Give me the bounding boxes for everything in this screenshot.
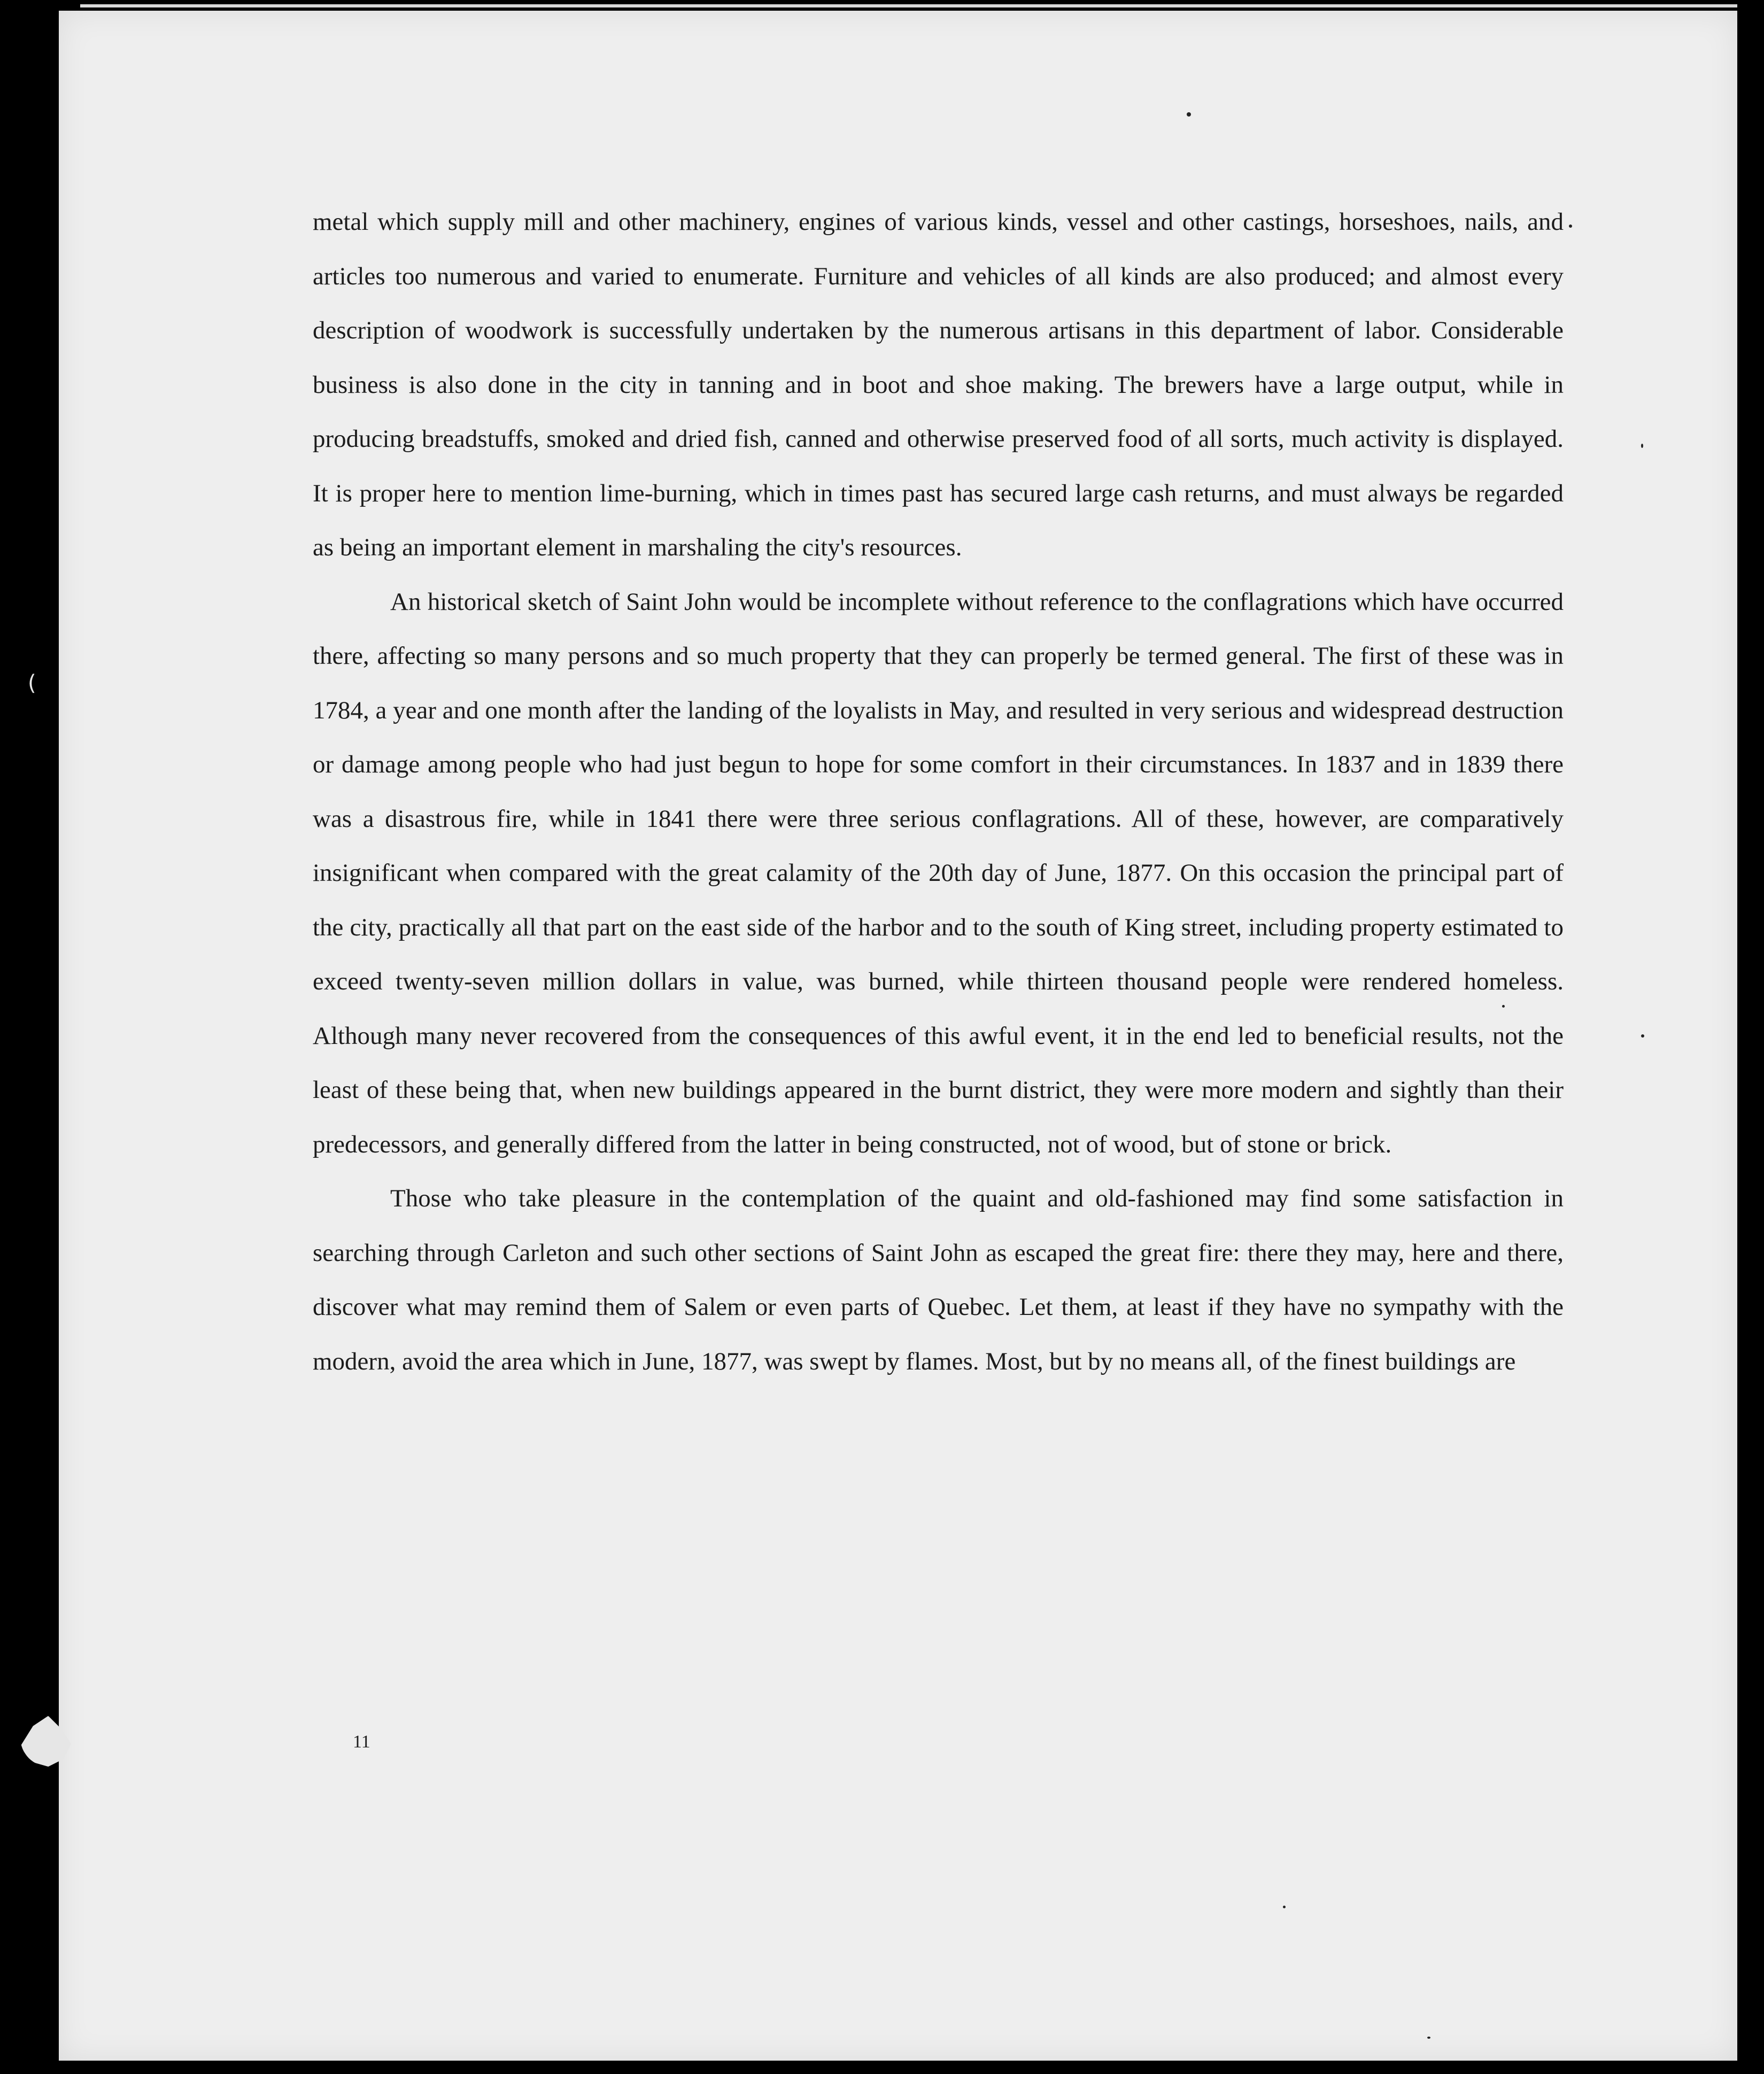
edge-mark: ( bbox=[28, 671, 36, 695]
paragraph-industries: metal which supply mill and other machinery, engines of various kinds, vessel and other castings, horseshoes, nails, and articles too numerous and varied to enumerate. Furniture and vehicles of all kinds are also produced; and almost every description of woodwork is successfully undertaken by the numerous artisans in this department of labor. Considerable business is also done in the city in tanning and in boot and shoe making. The brewers have a large output, while in producing breadstuffs, smoked and dried fish, canned and otherwise preserved food of all sorts, much activity is displayed. It is proper here to mention lime-burning, which in times past has secured large cash returns, and must always be regarded as being an important element in marshaling the city's resources. bbox=[313, 208, 1564, 561]
scan-speck bbox=[1187, 112, 1191, 117]
scan-speck bbox=[1641, 1034, 1644, 1038]
page-top-edge bbox=[80, 4, 1737, 7]
scanned-page bbox=[59, 11, 1737, 2061]
scan-speck bbox=[1502, 1005, 1505, 1008]
paragraph-old-fashioned: Those who take pleasure in the contemplation of the quaint and old-fashioned may find some satisfaction in searching through Carleton and such other sections of Saint John as escaped the great fire: there they may, here and there, discover what may remind them of Salem or even parts of Quebec. Let them, at least if they have no sympathy with the modern, avoid the area which in June, 1877, was swept by flames. Most, but by no means all, of the finest buildings are bbox=[313, 1185, 1564, 1375]
scan-speck bbox=[1641, 444, 1643, 448]
scan-speck bbox=[1283, 1906, 1286, 1908]
page-number: 11 bbox=[353, 1732, 370, 1752]
body-text bbox=[313, 195, 1564, 1389]
scan-speck bbox=[1569, 225, 1572, 228]
scan-speck bbox=[1427, 2037, 1430, 2039]
paragraph-conflagrations: An historical sketch of Saint John would be incomplete without reference to the conflagrations which have occurred there, affecting so many persons and so much property that they can properly be termed general. The first of these was in 1784, a year and one month after the landing of the loyalists in May, and resulted in very serious and widespread destruction or damage among people who had just begun to hope for some comfort in their circumstances. In 1837 and in 1839 there was a disastrous fire, while in 1841 there were three serious conflagrations. All of these, however, are comparatively insignificant when compared with the great calamity of the 20th day of June, 1877. On this occasion the principal part of the city, practically all that part on the east side of the harbor and to the south of King street, including property estimated to exceed twenty-seven million dollars in value, was burned, while thirteen thousand people were rendered homeless. Although many never recovered from the consequences of this awful event, it in the end led to beneficial results, not the least of these being that, when new buildings appeared in the burnt district, they were more modern and sightly than their predecessors, and generally differed from the latter in being constructed, not of wood, but of stone or brick. bbox=[313, 587, 1564, 1158]
